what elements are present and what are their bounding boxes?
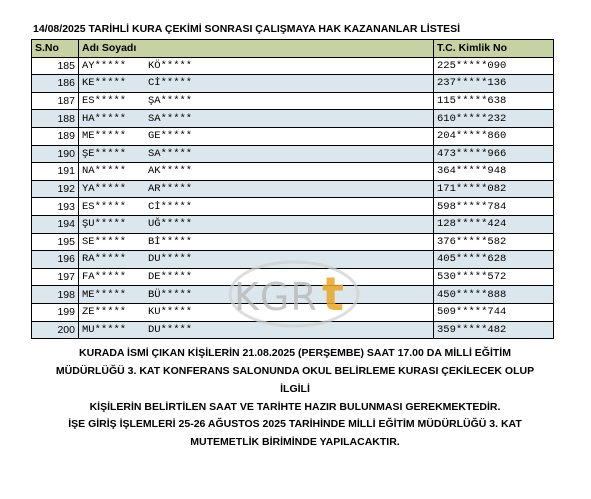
- row-tc-number: 530*****572: [434, 268, 554, 286]
- table-row: [32, 57, 554, 75]
- row-tc-number: 598*****784: [434, 198, 554, 216]
- last-name: BÜ*****: [148, 288, 193, 301]
- first-name: ME*****: [82, 288, 127, 301]
- row-number: 200: [32, 321, 79, 339]
- row-tc-number: 204*****860: [434, 127, 554, 145]
- column-header-tc: T.C. Kimlik No: [434, 40, 554, 58]
- last-name: SA*****: [148, 112, 193, 125]
- row-name: [79, 75, 434, 93]
- watermark-text: KGR: [234, 275, 318, 319]
- row-tc-number: 171*****082: [434, 180, 554, 198]
- row-number: 193: [32, 198, 79, 216]
- row-number: 185: [32, 57, 79, 75]
- row-name: [79, 303, 434, 321]
- last-name: DU*****: [148, 253, 193, 266]
- column-header-name: Adı Soyadı: [79, 40, 434, 58]
- row-name: [79, 286, 434, 304]
- row-number: 190: [32, 145, 79, 163]
- first-name: ES*****: [82, 95, 127, 108]
- row-name: [79, 321, 434, 339]
- first-name: MU*****: [82, 323, 127, 336]
- row-number: 191: [32, 163, 79, 181]
- first-name: ŞU*****: [82, 218, 127, 231]
- table-row: [32, 145, 554, 163]
- row-number: 194: [32, 215, 79, 233]
- row-name: [79, 180, 434, 198]
- table-row: [32, 215, 554, 233]
- table-row: [32, 110, 554, 128]
- first-name: ZE*****: [82, 306, 127, 319]
- first-name: NA*****: [82, 165, 127, 178]
- row-tc-number: 405*****628: [434, 251, 554, 269]
- row-name: [79, 92, 434, 110]
- table-row: [32, 233, 554, 251]
- table-row: [32, 251, 554, 269]
- table-row: [32, 180, 554, 198]
- table-header-row: [32, 40, 554, 58]
- announcement-paragraph-2: [40, 415, 550, 451]
- last-name: Cİ*****: [148, 77, 193, 90]
- last-name: ŞA*****: [148, 95, 193, 108]
- last-name: KÖ*****: [148, 59, 193, 72]
- row-tc-number: 237*****136: [434, 75, 554, 93]
- table-row: [32, 268, 554, 286]
- table-row: [32, 75, 554, 93]
- table-row: [32, 303, 554, 321]
- table-row: [32, 286, 554, 304]
- first-name: FA*****: [82, 271, 127, 284]
- last-name: SA*****: [148, 147, 193, 160]
- row-number: 192: [32, 180, 79, 198]
- first-name: HA*****: [82, 112, 127, 125]
- row-tc-number: 359*****482: [434, 321, 554, 339]
- row-name: [79, 145, 434, 163]
- last-name: GE*****: [148, 130, 193, 143]
- row-name: [79, 233, 434, 251]
- row-name: [79, 251, 434, 269]
- table-row: [32, 321, 554, 339]
- row-tc-number: 509*****744: [434, 303, 554, 321]
- row-number: 189: [32, 127, 79, 145]
- table-row: [32, 163, 554, 181]
- row-number: 187: [32, 92, 79, 110]
- first-name: ME*****: [82, 130, 127, 143]
- row-number: 196: [32, 251, 79, 269]
- row-number: 188: [32, 110, 79, 128]
- row-tc-number: 364*****948: [434, 163, 554, 181]
- last-name: AK*****: [148, 165, 193, 178]
- column-header-no: S.No: [32, 40, 79, 58]
- row-number: 186: [32, 75, 79, 93]
- first-name: ES*****: [82, 200, 127, 213]
- row-tc-number: 225*****090: [434, 57, 554, 75]
- row-tc-number: 376*****582: [434, 233, 554, 251]
- row-tc-number: 450*****888: [434, 286, 554, 304]
- row-number: 199: [32, 303, 79, 321]
- row-number: 195: [32, 233, 79, 251]
- table-row: [32, 127, 554, 145]
- first-name: KE*****: [82, 77, 127, 90]
- watermark-accent-letter: t: [322, 267, 344, 321]
- table-row: [32, 92, 554, 110]
- announcement-line: İŞE GİRİŞ İŞLEMLERİ 25-26 AĞUSTOS 2025 TARİHİNDE MİLLİ EĞİTİM MÜDÜRLÜĞÜ 3. KAT: [68, 418, 522, 430]
- last-name: DU*****: [148, 323, 193, 336]
- row-name: [79, 57, 434, 75]
- announcement-line: MUTEMETLİK BİRİMİNDE YAPILACAKTIR.: [190, 436, 400, 448]
- row-name: [79, 110, 434, 128]
- first-name: RA*****: [82, 253, 127, 266]
- row-name: [79, 163, 434, 181]
- last-name: Bİ*****: [148, 235, 193, 248]
- row-tc-number: 128*****424: [434, 215, 554, 233]
- last-name: DE*****: [148, 271, 193, 284]
- last-name: Cİ*****: [148, 200, 193, 213]
- row-number: 197: [32, 268, 79, 286]
- first-name: ŞE*****: [82, 147, 127, 160]
- row-tc-number: 610*****232: [434, 110, 554, 128]
- last-name: AR*****: [148, 183, 193, 196]
- row-name: [79, 127, 434, 145]
- row-tc-number: 115*****638: [434, 92, 554, 110]
- row-tc-number: 473*****966: [434, 145, 554, 163]
- row-name: [79, 268, 434, 286]
- announcement-line: KİŞİLERİN BELİRTİLEN SAAT VE TARİHTE HAZIR BULUNMASI GEREKMEKTEDİR.: [89, 401, 501, 413]
- winners-table: [31, 39, 554, 339]
- row-number: 198: [32, 286, 79, 304]
- first-name: YA*****: [82, 183, 127, 196]
- last-name: KU*****: [148, 306, 193, 319]
- announcement-line: KURADA İSMİ ÇIKAN KİŞİLERİN 21.08.2025 (PERŞEMBE) SAAT 17.00 DA MİLLİ EĞİTİM: [79, 347, 511, 359]
- announcement-paragraph-1: [40, 344, 550, 416]
- table-row: [32, 198, 554, 216]
- row-name: [79, 215, 434, 233]
- row-name: [79, 198, 434, 216]
- announcement-line: MÜDÜRLÜĞÜ 3. KAT KONFERANS SALONUNDA OKUL BELİRLEME KURASI ÇEKİLECEK OLUP İLGİLİ: [55, 365, 535, 395]
- document-title: 14/08/2025 TARİHLİ KURA ÇEKİMİ SONRASI ÇALIŞMAYA HAK KAZANANLAR LİSTESİ: [33, 23, 461, 35]
- first-name: SE*****: [82, 235, 127, 248]
- last-name: UĞ*****: [148, 218, 193, 231]
- first-name: AY*****: [82, 59, 127, 72]
